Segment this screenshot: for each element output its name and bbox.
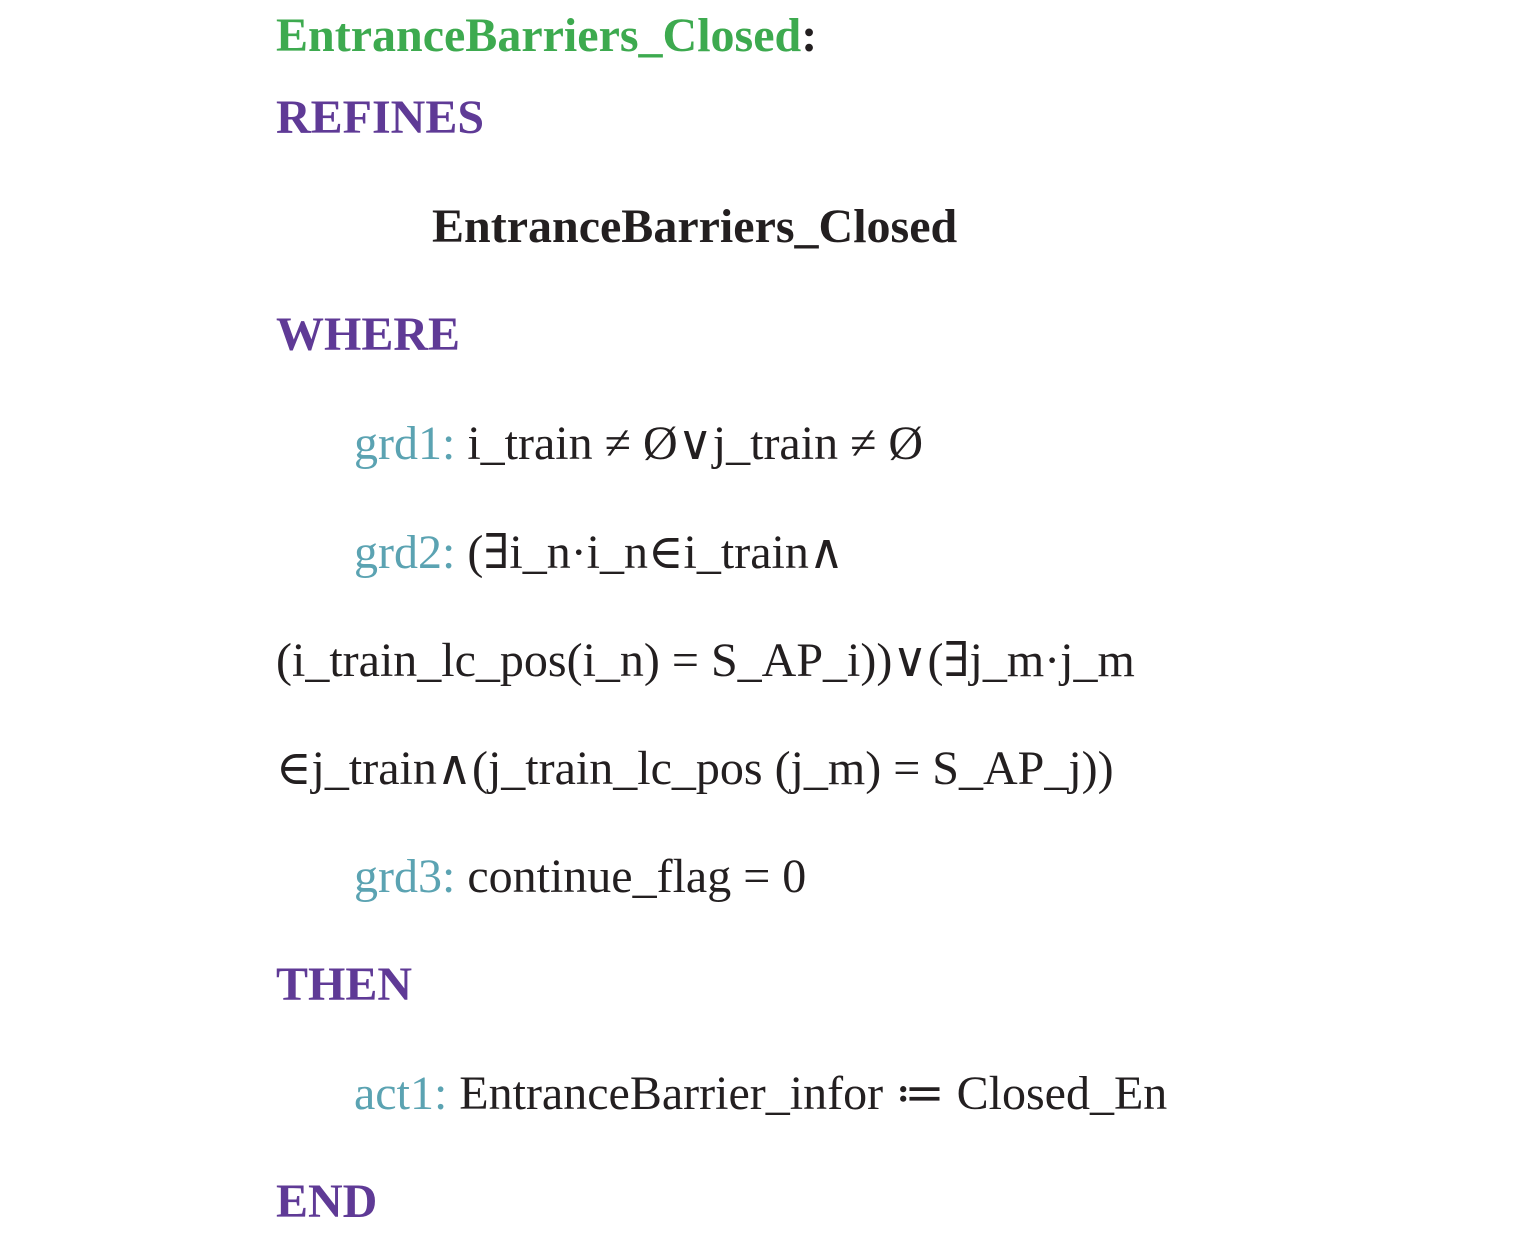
event-header-line <box>276 9 818 62</box>
guard-grd2-continuation-2: ∈j_train∧(j_train_lc_pos (j_m) = S_AP_j)) <box>276 742 1114 795</box>
guard-expression: (∃i_n·i_n∈i_train∧ <box>467 526 844 579</box>
guard-grd2 <box>354 526 844 579</box>
action-expression: EntranceBarrier_infor ≔ Closed_En <box>459 1067 1168 1120</box>
guard-label: grd1: <box>354 417 456 470</box>
guard-grd1 <box>354 417 924 470</box>
guard-expression: continue_flag = 0 <box>467 850 807 903</box>
action-act1 <box>354 1067 1168 1120</box>
action-label: act1: <box>354 1067 448 1120</box>
guard-grd2-continuation-1: (i_train_lc_pos(i_n) = S_AP_i))∨(∃j_m·j_m <box>276 634 1135 687</box>
event-name: EntranceBarriers_Closed <box>276 9 802 62</box>
guard-expression: i_train ≠ Ø∨j_train ≠ Ø <box>467 417 924 470</box>
refines-keyword: REFINES <box>276 91 485 144</box>
where-keyword: WHERE <box>276 308 461 361</box>
then-keyword: THEN <box>276 958 413 1011</box>
guard-label: grd3: <box>354 850 456 903</box>
guard-label: grd2: <box>354 526 456 579</box>
event-name-colon: : <box>801 9 818 62</box>
refines-target: EntranceBarriers_Closed <box>432 200 958 253</box>
guard-grd3 <box>354 850 807 903</box>
end-keyword: END <box>276 1175 378 1228</box>
